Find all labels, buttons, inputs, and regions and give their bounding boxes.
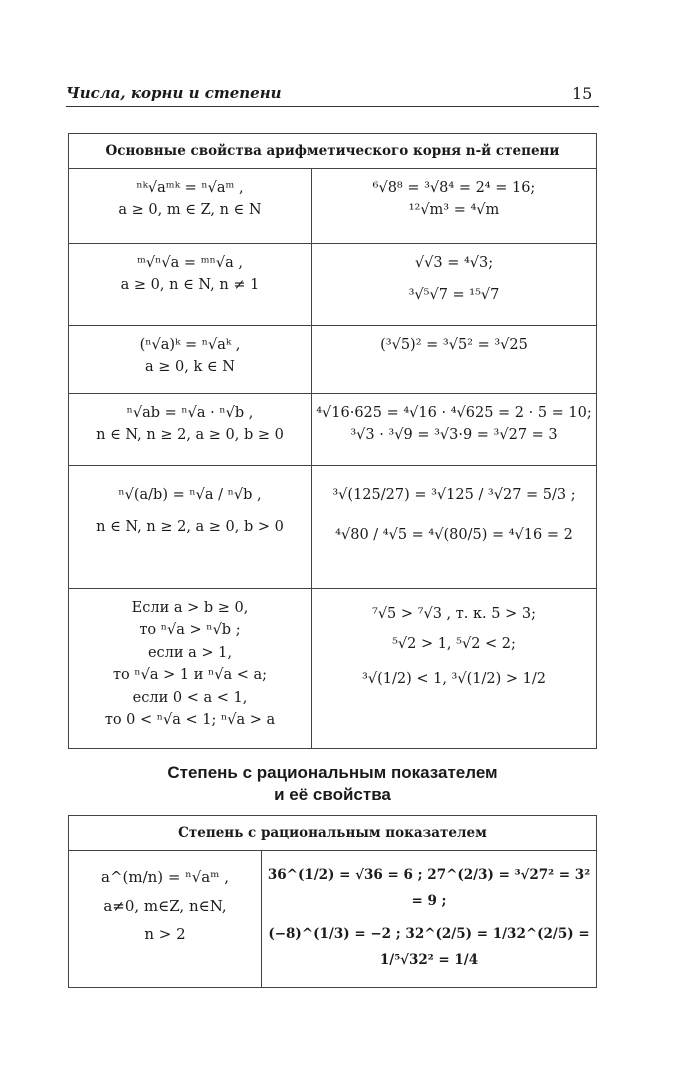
root-properties-table bbox=[68, 133, 597, 749]
condition: Если a > b ≥ 0, bbox=[131, 600, 249, 616]
table-row bbox=[69, 466, 597, 589]
header-rule bbox=[66, 106, 599, 107]
section-title bbox=[68, 762, 597, 806]
example: (−8)^(1/3) = −2 ; 32^(2/5) = 1/32^(2/5) = 1/⁵√32² = 1/4 bbox=[268, 926, 590, 968]
example: ³√(1/2) < 1, ³√(1/2) > 1/2 bbox=[362, 670, 546, 687]
example: ¹²√m³ = ⁴√m bbox=[408, 202, 500, 219]
condition: если a > 1, bbox=[147, 644, 233, 661]
example: ³√⁵√7 = ¹⁵√7 bbox=[408, 287, 500, 304]
example: √√3 = ⁴√3; bbox=[414, 255, 494, 271]
table-row bbox=[69, 244, 597, 326]
table-row bbox=[69, 851, 597, 988]
table-row bbox=[69, 394, 597, 466]
section-title-line: и её свойства bbox=[274, 785, 391, 805]
example: ³√3 · ³√9 = ³√3·9 = ³√27 = 3 bbox=[350, 427, 558, 444]
section-title-line: Степень с рациональным показателем bbox=[167, 763, 498, 782]
table-heading: Основные свойства арифметического корня n-й степени bbox=[69, 134, 597, 169]
example: (³√5)² = ³√5² = ³√25 bbox=[380, 337, 528, 353]
condition: a≠0, m∈Z, n∈N, bbox=[103, 896, 227, 915]
condition: a ≥ 0, n ∈ N, n ≠ 1 bbox=[120, 277, 260, 294]
condition: если 0 < a < 1, bbox=[132, 689, 248, 706]
formula: ⁿᵏ√aᵐᵏ = ⁿ√aᵐ , bbox=[136, 180, 244, 196]
condition: n ∈ N, n ≥ 2, a ≥ 0, b ≥ 0 bbox=[96, 427, 284, 444]
formula: ⁿ√ab = ⁿ√a · ⁿ√b , bbox=[126, 405, 254, 421]
example: ⁷√5 > ⁷√3 , т. к. 5 > 3; bbox=[372, 606, 536, 622]
example: 36^(1/2) = √36 = 6 ; 27^(2/3) = ³√27² = 3² = 9 ; bbox=[267, 867, 591, 909]
condition: n ∈ N, n ≥ 2, a ≥ 0, b > 0 bbox=[96, 519, 284, 536]
condition: n > 2 bbox=[144, 925, 186, 943]
example: ⁵√2 > 1, ⁵√2 < 2; bbox=[392, 636, 516, 653]
example: ⁴√16·625 = ⁴√16 · ⁴√625 = 2 · 5 = 10; bbox=[316, 405, 592, 421]
table-heading: Степень с рациональным показателем bbox=[69, 816, 597, 851]
formula: (ⁿ√a)ᵏ = ⁿ√aᵏ , bbox=[139, 337, 241, 353]
example: ⁶√8⁸ = ³√8⁴ = 2⁴ = 16; bbox=[372, 180, 536, 196]
table-row bbox=[69, 169, 597, 244]
example: ³√(125/27) = ³√125 / ³√27 = 5/3 ; bbox=[332, 487, 576, 503]
table-row bbox=[69, 589, 597, 749]
condition: a ≥ 0, k ∈ N bbox=[145, 359, 235, 376]
formula: ᵐ√ⁿ√a = ᵐⁿ√a , bbox=[137, 255, 243, 271]
page-number: 15 bbox=[572, 84, 593, 103]
formula: ⁿ√(a/b) = ⁿ√a / ⁿ√b , bbox=[118, 487, 262, 503]
example: ⁴√80 / ⁴√5 = ⁴√(80/5) = ⁴√16 = 2 bbox=[335, 527, 573, 544]
running-header-title: Числа, корни и степени bbox=[66, 84, 282, 102]
rational-exponent-table bbox=[68, 815, 597, 988]
formula: то ⁿ√a > 1 и ⁿ√a < a; bbox=[112, 667, 268, 684]
formula: то ⁿ√a > ⁿ√b ; bbox=[139, 622, 241, 639]
table-row bbox=[69, 326, 597, 394]
condition: a ≥ 0, m ∈ Z, n ∈ N bbox=[118, 202, 262, 219]
formula: то 0 < ⁿ√a < 1; ⁿ√a > a bbox=[104, 712, 276, 729]
formula: a^(m/n) = ⁿ√aᵐ , bbox=[101, 868, 229, 886]
